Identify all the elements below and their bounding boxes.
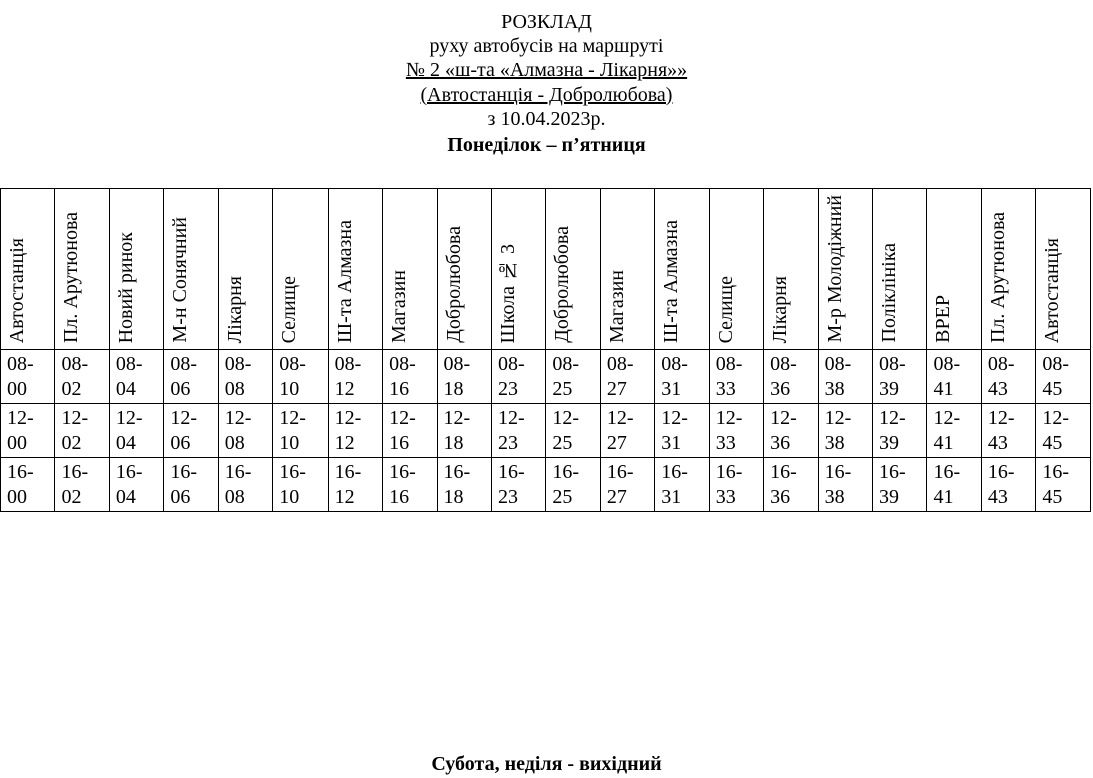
departure-time: 12- 41 — [927, 404, 981, 458]
departure-time: 16- 02 — [55, 458, 109, 512]
departure-time: 16- 04 — [109, 458, 163, 512]
stop-header — [109, 189, 163, 350]
departure-time: 12- 00 — [1, 404, 55, 458]
stop-name: Пл. Арутюнова — [986, 211, 1009, 343]
stop-name: Новий ринок — [114, 231, 137, 343]
trips-body — [1, 350, 1091, 512]
stop-name: Школа № 3 — [496, 243, 519, 343]
stop-header — [600, 189, 654, 350]
stop-header — [764, 189, 818, 350]
trip-row — [1, 404, 1091, 458]
departure-time: 12- 08 — [218, 404, 272, 458]
departure-time: 08- 45 — [1036, 350, 1091, 404]
departure-time: 08- 27 — [600, 350, 654, 404]
stop-header — [981, 189, 1035, 350]
departure-time: 08- 16 — [383, 350, 437, 404]
stop-header — [437, 189, 491, 350]
departure-time: 12- 25 — [546, 404, 600, 458]
departure-time: 08- 02 — [55, 350, 109, 404]
departure-time: 12- 16 — [383, 404, 437, 458]
stop-header — [818, 189, 872, 350]
departure-time: 12- 33 — [709, 404, 763, 458]
stop-header — [655, 189, 709, 350]
schedule-header — [0, 10, 1093, 157]
departure-time: 16- 41 — [927, 458, 981, 512]
stop-name: Ш-та Алмазна — [660, 220, 683, 343]
stop-name: М-р Молодіжний — [823, 195, 846, 343]
departure-time: 12- 36 — [764, 404, 818, 458]
departure-time: 16- 25 — [546, 458, 600, 512]
departure-time: 16- 16 — [383, 458, 437, 512]
departure-time: 08- 18 — [437, 350, 491, 404]
departure-time: 16- 33 — [709, 458, 763, 512]
stop-header — [218, 189, 272, 350]
departure-time: 08- 23 — [491, 350, 545, 404]
departure-time: 16- 39 — [873, 458, 927, 512]
departure-time: 08- 25 — [546, 350, 600, 404]
route-endpoints: (Автостанція - Добролюбова) — [420, 83, 673, 106]
stop-header — [709, 189, 763, 350]
departure-time: 12- 10 — [273, 404, 328, 458]
stop-name: Добролюбова — [551, 226, 574, 343]
departure-time: 08- 43 — [981, 350, 1035, 404]
departure-time: 16- 45 — [1036, 458, 1091, 512]
stops-header-row — [1, 189, 1091, 350]
schedule-table — [0, 188, 1091, 512]
departure-time: 12- 45 — [1036, 404, 1091, 458]
trip-row — [1, 458, 1091, 512]
departure-time: 16- 43 — [981, 458, 1035, 512]
departure-time: 16- 10 — [273, 458, 328, 512]
departure-time: 12- 12 — [328, 404, 382, 458]
stop-header — [1, 189, 55, 350]
stop-name: Добролюбова — [442, 226, 465, 343]
stop-header — [927, 189, 981, 350]
departure-time: 12- 04 — [109, 404, 163, 458]
page-title: РОЗКЛАД — [501, 11, 592, 33]
departure-time: 12- 39 — [873, 404, 927, 458]
route-name: № 2 «ш-та «Алмазна - Лікарня»» — [405, 59, 688, 82]
departure-time: 08- 33 — [709, 350, 763, 404]
stop-name: ВРЕР — [932, 295, 955, 343]
stop-header — [1036, 189, 1091, 350]
stop-name: Селище — [278, 275, 301, 343]
departure-time: 08- 00 — [1, 350, 55, 404]
stop-name: Лікарня — [223, 275, 246, 343]
stop-header — [491, 189, 545, 350]
departure-time: 16- 12 — [328, 458, 382, 512]
weekend-note: Субота, неділя - вихідний — [431, 753, 662, 775]
departure-time: 16- 38 — [818, 458, 872, 512]
departure-time: 16- 08 — [218, 458, 272, 512]
stop-name: Поліклініка — [878, 243, 901, 343]
stop-header — [164, 189, 218, 350]
departure-time: 08- 39 — [873, 350, 927, 404]
page-subtitle: руху автобусів на маршруті — [429, 35, 664, 58]
departure-time: 08- 08 — [218, 350, 272, 404]
stop-header — [55, 189, 109, 350]
departure-time: 08- 10 — [273, 350, 328, 404]
stop-header — [328, 189, 382, 350]
stop-name: М-н Сонячний — [169, 217, 192, 343]
stop-header — [873, 189, 927, 350]
stop-header — [383, 189, 437, 350]
effective-date: з 10.04.2023р. — [487, 107, 606, 130]
stop-header — [546, 189, 600, 350]
departure-time: 12- 31 — [655, 404, 709, 458]
stop-name: Автостанція — [1041, 237, 1064, 343]
departure-time: 08- 41 — [927, 350, 981, 404]
departure-time: 12- 38 — [818, 404, 872, 458]
stop-name: Магазин — [388, 269, 411, 343]
departure-time: 16- 00 — [1, 458, 55, 512]
stop-name: Автостанція — [6, 237, 28, 343]
departure-time: 12- 27 — [600, 404, 654, 458]
trip-row — [1, 350, 1091, 404]
departure-time: 08- 36 — [764, 350, 818, 404]
departure-time: 12- 18 — [437, 404, 491, 458]
departure-time: 16- 23 — [491, 458, 545, 512]
stop-name: Магазин — [605, 269, 628, 343]
departure-time: 12- 23 — [491, 404, 545, 458]
departure-time: 08- 06 — [164, 350, 218, 404]
departure-time: 08- 12 — [328, 350, 382, 404]
operating-days: Понеділок – п’ятниця — [447, 134, 646, 157]
departure-time: 16- 27 — [600, 458, 654, 512]
departure-time: 12- 06 — [164, 404, 218, 458]
departure-time: 12- 02 — [55, 404, 109, 458]
departure-time: 16- 31 — [655, 458, 709, 512]
departure-time: 08- 31 — [655, 350, 709, 404]
departure-time: 16- 06 — [164, 458, 218, 512]
departure-time: 08- 38 — [818, 350, 872, 404]
stop-header — [273, 189, 328, 350]
stop-name: Лікарня — [769, 275, 792, 343]
departure-time: 16- 36 — [764, 458, 818, 512]
departure-time: 08- 04 — [109, 350, 163, 404]
stop-name: Селище — [714, 275, 737, 343]
departure-time: 12- 43 — [981, 404, 1035, 458]
stop-name: Пл. Арутюнова — [60, 211, 83, 343]
departure-time: 16- 18 — [437, 458, 491, 512]
stop-name: Ш-та Алмазна — [333, 220, 356, 343]
